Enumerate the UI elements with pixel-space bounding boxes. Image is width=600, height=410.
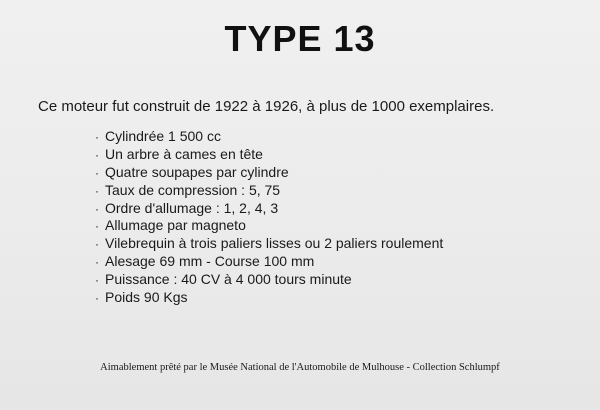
list-item — [95, 182, 443, 200]
spec-list — [95, 128, 443, 307]
spec-text: Puissance : 40 CV à 4 000 tours minute — [105, 271, 352, 288]
bullet-icon: · — [95, 255, 99, 270]
bullet-icon: · — [95, 130, 99, 144]
credit-line: Aimablement prêté par le Musée National de l'Automobile de Mulhouse - Collection Schlumpf — [100, 362, 500, 373]
spec-text: Quatre soupapes par cylindre — [105, 163, 289, 180]
bullet-icon: · — [95, 183, 99, 198]
spec-text: Un arbre à cames en tête — [105, 145, 263, 162]
list-item — [95, 146, 443, 164]
spec-text: Poids 90 Kgs — [105, 289, 188, 306]
list-item — [95, 128, 443, 146]
bullet-icon: · — [95, 201, 99, 216]
bullet-icon: · — [95, 219, 99, 234]
spec-text: Alesage 69 mm - Course 100 mm — [105, 253, 315, 270]
list-item — [95, 164, 443, 182]
placard-title: TYPE 13 — [224, 18, 376, 59]
list-item — [95, 235, 443, 253]
spec-text: Cylindrée 1 500 cc — [105, 128, 221, 144]
bullet-icon: · — [95, 237, 99, 252]
list-item — [95, 253, 443, 271]
list-item — [95, 289, 443, 307]
spec-text: Ordre d'allumage : 1, 2, 4, 3 — [105, 199, 279, 216]
placard-intro: Ce moteur fut construit de 1922 à 1926, à plus de 1000 exemplaires. — [38, 98, 495, 115]
bullet-icon: · — [95, 147, 99, 162]
list-item — [95, 271, 443, 289]
list-item — [95, 200, 443, 218]
list-item — [95, 217, 443, 235]
bullet-icon: · — [95, 165, 99, 180]
spec-text: Taux de compression : 5, 75 — [105, 181, 281, 198]
bullet-icon: · — [95, 291, 99, 306]
bullet-icon: · — [95, 273, 99, 288]
spec-text: Vilebrequin à trois paliers lisses ou 2 paliers roulement — [105, 235, 444, 252]
spec-text: Allumage par magneto — [105, 217, 246, 234]
